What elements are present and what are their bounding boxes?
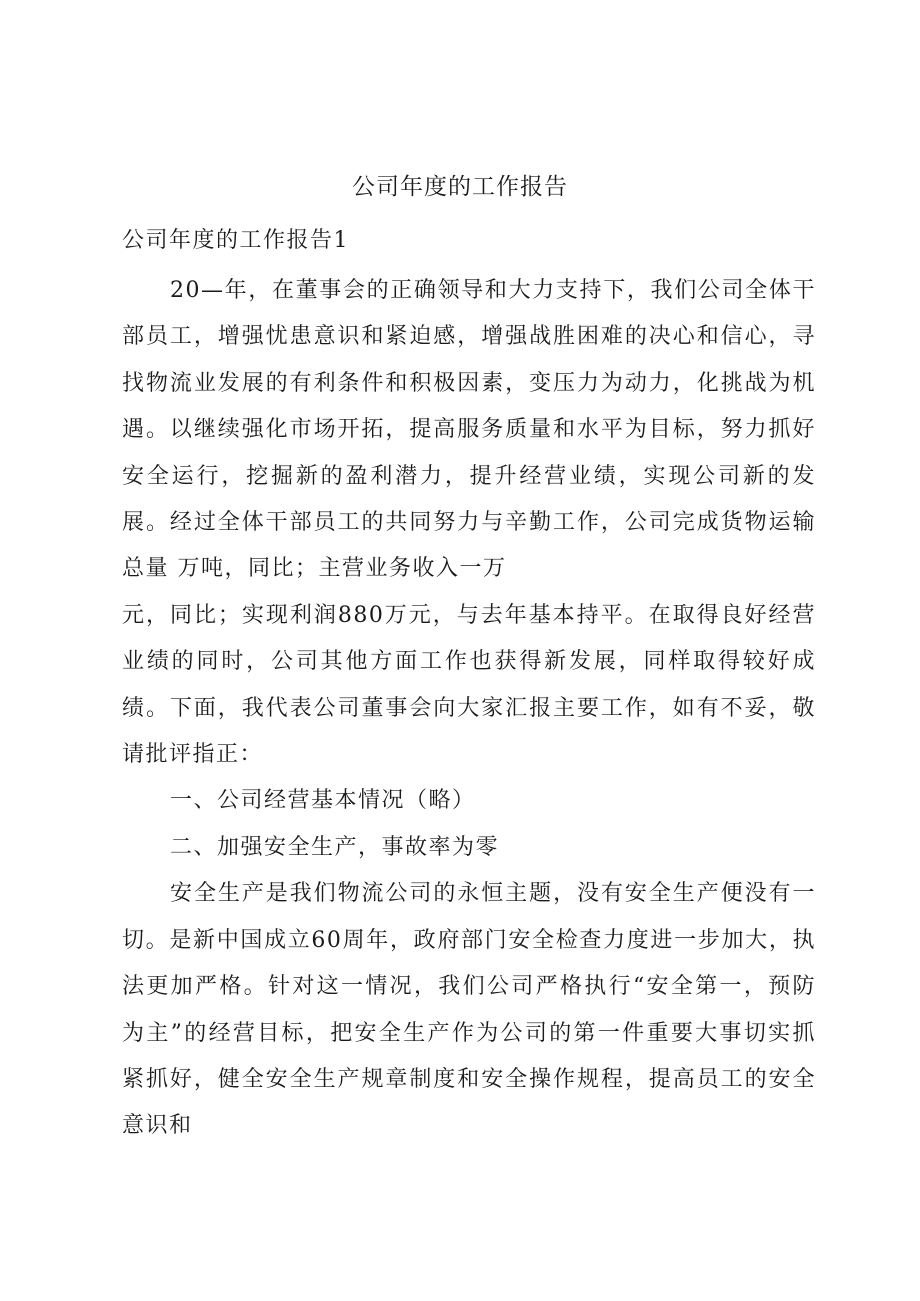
paragraph-safety: 安全生产是我们物流公司的永恒主题，没有安全生产便没有一切。是新中国成立60周年，政府部门安全检查力度进一步加大，执法更加严格。针对这一情况，我们公司严格执行“安全第一，预防为主”的经营目标，把安全生产作为公司的第一件重要大事切实抓紧抓好，健全安全生产规章制度和安全操作规程，提高员工的安全意识和 — [122, 881, 816, 1139]
paragraph-intro: 20—年，在董事会的正确领导和大力支持下，我们公司全体干部员工，增强忧患意识和紧迫感，增强战胜困难的决心和信心，寻找物流业发展的有利条件和积极因素，变压力为动力，化挑战为机遇。以继续强化市场开拓，提高服务质量和水平为目标，努力抓好安全运行，挖掘新的盈利潜力，提升经营业绩，实现公司新的发展。经过全体干部员工的共同努力与辛勤工作，公司完成货物运输总量 万吨，同比；主营业务收入一万 — [122, 278, 816, 582]
section-title: 公司年度的工作报告1 — [122, 228, 349, 253]
document-body — [122, 268, 816, 1150]
heading-section-2: 二、加强安全生产，事故率为零 — [170, 834, 500, 860]
heading-section-1: 一、公司经营基本情况（略） — [170, 788, 476, 814]
paragraph-continuation: 元，同比；实现利润880万元，与去年基本持平。在取得良好经营业绩的同时，公司其他方面工作也获得新发展，同样取得较好成绩。下面，我代表公司董事会向大家汇报主要工作，如有不妥，敬请批评指正： — [122, 602, 816, 768]
document-title: 公司年度的工作报告 — [352, 174, 568, 200]
